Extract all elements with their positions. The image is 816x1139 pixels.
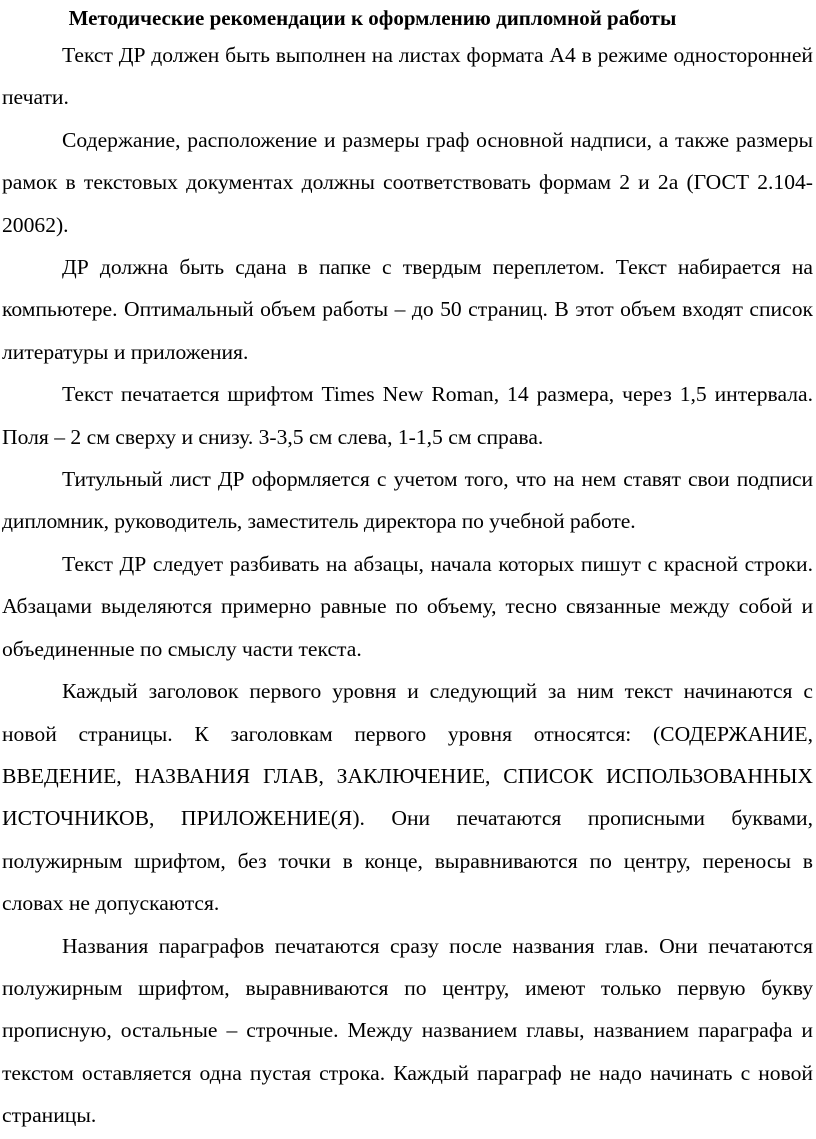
paragraph-binding: ДР должна быть сдана в папке с твердым переплетом. Текст набирается на компьютере. Оптимальный объем работы – до 50 страниц. В этот объем входят список литературы и приложения.	[2, 255, 813, 364]
paragraph-title-page: Титульный лист ДР оформляется с учетом того, что на нем ставят свои подписи дипломник, руководитель, заместитель директора по учебной работе.	[2, 467, 813, 534]
paragraph-headings: Каждый заголовок первого уровня и следующий за ним текст начинаются с новой страницы. К заголовкам первого уровня относятся: (СОДЕРЖАНИЕ, ВВЕДЕНИЕ, НАЗВАНИЯ ГЛАВ, ЗАКЛЮЧЕНИЕ, СПИСОК ИСПОЛЬЗОВАННЫХ ИСТОЧНИКОВ, ПРИЛОЖЕНИЕ(Я). Они печатаются прописными буквами, полужирным шрифтом, без точки в конце, выравниваются по центру, переносы в словах не допускаются.	[2, 679, 813, 916]
paragraph-frames: Содержание, расположение и размеры граф основной надписи, а также размеры рамок в текстовых документах должны соответствовать формам 2 и 2а (ГОСТ 2.104-20062).	[2, 127, 813, 237]
paragraph-format: Текст ДР должен быть выполнен на листах формата А4 в режиме односторонней печати.	[2, 43, 813, 110]
document-title: Методические рекомендации к оформлению дипломной работы	[68, 6, 677, 30]
paragraph-sections: Названия параграфов печатаются сразу после названия глав. Они печатаются полужирным шрифтом, выравниваются по центру, имеют только первую букву прописную, остальные – строчные. Между названием главы, названием параграфа и текстом оставляется одна пустая строка. Каждый параграф не надо начинать с новой страницы.	[2, 933, 813, 1128]
paragraph-font: Текст печатается шрифтом Times New Roman, 14 размера, через 1,5 интервала. Поля – 2 см сверху и снизу. 3-3,5 см слева, 1-1,5 см справа.	[2, 382, 813, 449]
paragraph-paragraphs: Текст ДР следует разбивать на абзацы, начала которых пишут с красной строки. Абзацами выделяются примерно равные по объему, тесно связанные между собой и объединенные по смыслу части текста.	[2, 551, 813, 661]
